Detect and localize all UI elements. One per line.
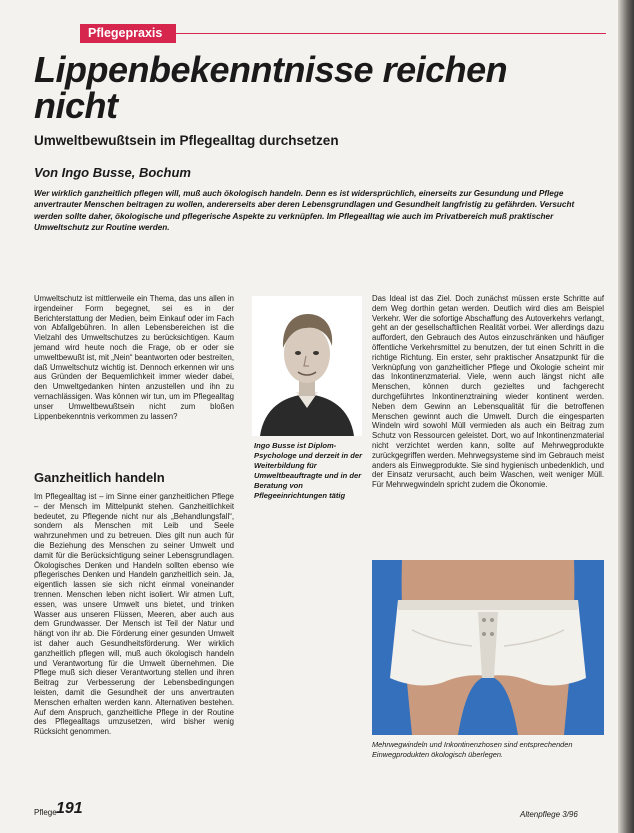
portrait-caption: Ingo Busse ist Diplom-Psychologe und derzeit in der Weiterbildung für Umweltbeauftragte und in der Beratung von Pflegeeinrichtungen tätig bbox=[254, 441, 363, 500]
body-text-left-bottom: Im Pflegealltag ist – im Sinne einer ganzheitlichen Pflege – der Mensch im Mittelpunkt stehen. Ganzheitlichkeit bedeutet, zu Pflegende nicht nur als „Behandlungsfall“, sondern als Menschen mit Leib und Seele wahrzunehmen und zu betreuen. Dies gilt nun auch für die Beziehung des Menschen zu seiner Umwelt und damit für die Berücksichtigung seiner Lebensgrundlagen. Ökologisches Denken und Handeln sollten ebenso wie pflegerisches Denken und Handeln ganzheitlich sein. Ja, eigentlich lassen sie sich nicht einmal voneinander trennen. Menschen leben nicht isoliert. Wir atmen Luft, essen, was unsere Umwelt uns bietet, und trinken Wasser aus unseren Flüssen, Meeren, aber auch aus dem Grundwasser. Der Mensch ist Teil der Natur und hängt von ihr ab. Die Förderung einer gesunden Umwelt ist daher auch Gesundheitsförderung. Wer wirklich ganzheitlich pflegen will, muß auch ökologisch handeln und Verantwortung für die Umwelt übernehmen. Die Pflege muß sich dieser Verantwortung stellen und ihren Beitrag zur Verbesserung der Lebensbedingungen leisten, damit die Gesundheit der uns anvertrauten Menschen erhalten werden kann. Alternativen bestehen. Auf dem Anspruch, ganzheitliche Pflege in der Routine des Pflegealltags umzusetzen, wird bisher wenig Rücksicht genommen. bbox=[34, 492, 234, 737]
folio-label: Pflege bbox=[34, 808, 57, 817]
body-text-left-top: Umweltschutz ist mittlerweile ein Thema, das uns allen in irgendeiner Form begegnet, sei es in der Berichterstattung der Medien, beim Einkauf oder im Fach von Abfallgebühren. In allen Lebensbereichen ist die Vielzahl des Umweltschutzes zu berücksichtigen. Kaum jemand wird heute noch die Frage, ob er oder sie umweltbewußt ist, mit „Nein“ beantworten oder bestreiten, daß Umweltschutz wichtig ist. Dennoch erkennen wir uns aus Gründen der Bequemlichkeit immer wieder dabei, den Umweltgedanken hinten anzustellen und ihn zu vernachlässigen. Was können wir tun, um im Pflegealltag unser Umweltbewußtsein nicht zum bloßen Lippenbekenntnis verkommen zu lassen? bbox=[34, 294, 234, 421]
headline: Lippenbekenntnisse reichen nicht bbox=[34, 49, 508, 126]
incontinence-pants-illustration bbox=[372, 560, 604, 735]
section-tag: Pflegepraxis bbox=[80, 24, 176, 43]
lead-paragraph: Wer wirklich ganzheitlich pflegen will, muß auch ökologisch handeln. Denn es ist widersprüchlich, einerseits zur Gesundung und Pflege anvertrauter Menschen beitragen zu wollen, andererseits aber deren Lebensgrundlagen und Gesundheit langfristig zu gefährden. Versucht werden sollte daher, ökologische und pflegerische Aspekte zu verknüpfen. Im Pflegealltag wie auch im Privatbereich muß praktischer Umweltschutz zur Routine werden. bbox=[34, 189, 575, 233]
photo-caption: Mehrwegwindeln und Inkontinenzhosen sind entsprechenden Einwegprodukten ökologisch überlegen. bbox=[372, 740, 573, 759]
subheadline: Umweltbewußtsein im Pflegealltag durchsetzen bbox=[34, 133, 339, 148]
section-tag-rule bbox=[176, 33, 606, 34]
portrait-illustration bbox=[252, 296, 362, 436]
body-text-right: Das Ideal ist das Ziel. Doch zunächst müssen erste Schritte auf dem Weg dorthin getan werden. Deutlich wird dies am Beispiel Verkehr. Wer die sofortige Abschaffung des Autoverkehrs verlangt, geht an der gesellschaftlichen Realität vorbei. Wer allerdings dazu auffordert, den Gebrauch des Autos einzuschränken und häufiger öffentliche Verkehrsmittel zu benutzen, der tut einen Schritt in die richtige Richtung. Ein erster, sehr praktischer Ansatzpunkt für die Verknüpfung von ganzheitlicher Pflege und Ökologie scheint mir das Inkontinenzmaterial. Viele, wenn auch längst nicht alle Menschen, können durch gezieltes und fachgerecht durchgeführtes Inkontinenztraining wieder kontinent werden. Neben dem Gewinn an Lebensqualität für die betroffenen Menschen gewinnt auch die Umwelt. Durch die eingesparten Windeln wird sowohl Müll vermieden als auch ein Beitrag zum Schutz von Ressourcen geleistet. Dort, wo auf Inkontinenzmaterial nicht verzichtet werden kann, sollte auf Mehrwegprodukte zurückgegriffen werden. Mehrwegsysteme sind im Gebrauch meist anders als Einwegprodukte. Sie sind hygienisch unbedenklich, und der Einsatz verursacht, auch beim Waschen, weit weniger Müll. Für Mehrwegwindeln spricht zudem die Ökonomie. bbox=[372, 294, 604, 490]
byline: Von Ingo Busse, Bochum bbox=[34, 165, 191, 180]
incontinence-pants-photo bbox=[372, 560, 604, 735]
portrait-photo bbox=[252, 296, 362, 436]
page-number: 191 bbox=[56, 800, 83, 817]
issue-label: Altenpflege 3/96 bbox=[520, 810, 578, 819]
section-heading: Ganzheitlich handeln bbox=[34, 470, 165, 485]
page-binding-shadow bbox=[618, 0, 634, 833]
